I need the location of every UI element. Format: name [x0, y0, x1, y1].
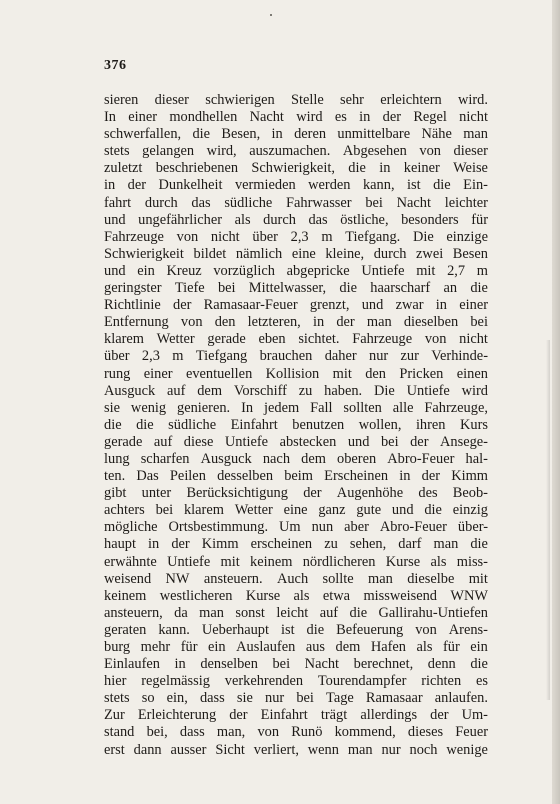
text-line: Schwierigkeit bildet nämlich eine kleine, durch zwei Besen [104, 245, 488, 262]
text-line: sie wenig genieren. In jedem Fall sollten alle Fahrzeuge, [104, 399, 488, 416]
text-line: Ausguck auf dem Vorschiff zu haben. Die Untiefe wird [104, 382, 488, 399]
text-line: Entfernung von den letzteren, in der man dieselben bei [104, 314, 488, 331]
text-line: geraten kann. Ueberhaupt ist die Befeuerung von Arens- [104, 621, 488, 638]
text-line: ansteuern, da man sonst leicht auf die Gallirahu-Untiefen [104, 604, 488, 621]
text-line: geringster Tiefe bei Mittelwasser, die haarscharf an die [104, 280, 488, 297]
text-line: erst dann ausser Sicht verliert, wenn man nur noch wenige [104, 741, 488, 758]
text-line: fahrt durch das südliche Fahrwasser bei Nacht leichter [104, 194, 488, 211]
text-line: burg mehr für ein Auslaufen aus dem Hafen als für ein [104, 639, 488, 655]
page-number: 376 [104, 58, 127, 73]
body-text [104, 92, 488, 759]
text-line: weisend NW ansteuern. Auch sollte man dieselbe mit [104, 570, 488, 587]
print-speck [270, 14, 272, 16]
text-line: lung scharfen Ausguck nach dem oberen Abro-Feuer hal- [104, 450, 488, 467]
text-line: haupt in der Kimm erscheinen zu sehen, darf man die [104, 536, 488, 553]
text-line: Einlaufen in denselben bei Nacht berechnet, denn die [104, 656, 488, 673]
text-line: gibt unter Berücksichtigung der Augenhöhe des Beob- [104, 485, 488, 502]
text-line: mögliche Ortsbestimmung. Um nun aber Abro-Feuer über- [104, 519, 488, 536]
text-line: in der Dunkelheit vermieden werden kann, ist die Ein- [104, 177, 488, 194]
text-line: schwerfallen, die Besen, in deren unmittelbare Nähe man [104, 126, 488, 143]
text-line: In einer mondhellen Nacht wird es in der Regel nicht [104, 109, 488, 126]
text-line: klarem Wetter gerade eben sichtet. Fahrzeuge von nicht [104, 331, 488, 348]
text-line: achters bei klarem Wetter eine ganz gute und die einzig [104, 502, 488, 519]
text-line: die die südliche Einfahrt benutzen wollen, ihren Kurs [104, 416, 488, 433]
text-line: sieren dieser schwierigen Stelle sehr erleichtern wird. [104, 92, 488, 108]
text-line: stand bei, dass man, von Runö kommend, dieses Feuer [104, 724, 488, 741]
text-line: Richtlinie der Ramasaar-Feuer grenzt, und zwar in einer [104, 297, 488, 314]
text-line: und ein Kreuz vorzüglich abgepricke Untiefe mit 2,7 m [104, 262, 488, 279]
page-right-edge [552, 0, 560, 804]
text-line: gerade auf diese Untiefe abstecken und bei der Ansege- [104, 433, 488, 450]
text-line: stets gelangen wird, auszumachen. Abgesehen von dieser [104, 143, 488, 160]
text-line: hier regelmässig verkehrenden Tourendampfer richten es [104, 673, 488, 690]
text-line: ten. Das Peilen desselben beim Erscheinen in der Kimm [104, 468, 488, 485]
text-line: rung einer eventuellen Kollision mit den Pricken einen [104, 365, 488, 382]
text-line: Zur Erleichterung der Einfahrt trägt allerdings der Um- [104, 707, 488, 724]
text-line: zuletzt beschriebenen Schwierigkeit, die in keiner Weise [104, 160, 488, 177]
text-line: und ungefährlicher als durch das östliche, besonders für [104, 211, 488, 228]
text-line: keinem westlicheren Kurse als etwa missweisend WNW [104, 587, 488, 604]
text-line: stets so ein, dass sie nur bei Tage Ramasaar anlaufen. [104, 690, 488, 707]
page-edge-shadow [546, 340, 550, 700]
text-line: Fahrzeuge von nicht über 2,3 m Tiefgang. Die einzige [104, 228, 488, 245]
text-line: über 2,3 m Tiefgang brauchen daher nur zur Verhinde- [104, 348, 488, 365]
text-line: erwähnte Untiefe mit keinem nördlicheren Kurse als miss- [104, 553, 488, 570]
